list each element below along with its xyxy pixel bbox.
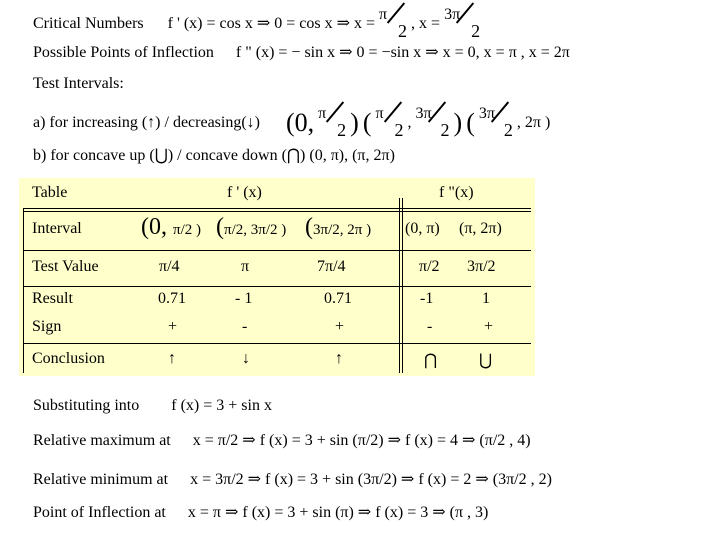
interval-1-close: ): [350, 108, 359, 137]
table-rule-3: [23, 343, 531, 344]
result-2: - 1: [235, 290, 253, 307]
table-interval-5: (π, 2π): [459, 220, 502, 237]
test-value-2: π: [241, 258, 250, 275]
table-fprime-header: f ' (x): [227, 184, 262, 201]
relative-maximum-line: [33, 430, 531, 450]
interval-2-close: ): [453, 108, 463, 137]
concavity-line: b) for concave up (⋃) / concave down (⋂) (0, π), (π, 2π): [33, 147, 395, 164]
sign-3: +: [335, 318, 345, 335]
substituting-label: Substituting into: [33, 397, 140, 414]
row-label-result: Result: [32, 290, 73, 307]
row-label-sign: Sign: [32, 318, 62, 335]
test-value-3: 7π/4: [317, 258, 346, 275]
interval-3-rest: , 2π ): [516, 114, 551, 131]
test-value-4: π/2: [419, 258, 440, 275]
conclusion-3-arrow-icon: ↑: [335, 350, 343, 367]
relative-minimum-label: Relative minimum at: [33, 471, 169, 488]
table-interval-3: (3π/2, 2π ): [305, 214, 372, 240]
relative-minimum-line: [33, 469, 552, 489]
critical-numbers-sep: , x =: [411, 15, 441, 32]
critical-numbers-label: Critical Numbers: [33, 15, 144, 32]
row-label-interval: Interval: [32, 220, 82, 237]
interval-2-comma: ,: [407, 114, 412, 131]
conclusion-1-arrow-icon: ↑: [168, 350, 176, 367]
possible-inflection-line: [33, 42, 570, 62]
relative-minimum-expr: x = 3π/2 ⇒ f (x) = 3 + sin (3π/2) ⇒ f (x) = 2 ⇒ (3π/2 , 2): [190, 471, 552, 488]
sign-5: +: [484, 318, 494, 335]
table-rule-2: [23, 286, 531, 287]
result-5: 1: [482, 290, 490, 307]
table-vrule-mid-2: [402, 198, 403, 373]
table-title: Table: [32, 184, 68, 201]
result-4: -1: [420, 290, 434, 307]
table-interval-2: (π/2, 3π/2 ): [216, 214, 287, 240]
point-of-inflection-line: [33, 502, 488, 522]
interval-3-fraction: 3π 2: [479, 109, 513, 135]
summary-table: [19, 178, 535, 376]
test-intervals-heading: Test Intervals:: [33, 75, 124, 92]
table-rule-top-2: [23, 211, 531, 212]
fraction-pi-over-2: π 2: [379, 10, 407, 36]
possible-inflection-label: Possible Points of Inflection: [33, 44, 214, 61]
interval-2-fraction-b: 3π 2: [416, 109, 450, 135]
row-label-conclusion: Conclusion: [32, 350, 105, 367]
table-interval-4: (0, π): [405, 220, 440, 237]
interval-3-open: (: [466, 108, 475, 137]
critical-numbers-line: [33, 6, 481, 41]
result-1: 0.71: [158, 290, 186, 307]
relative-maximum-label: Relative maximum at: [33, 432, 171, 449]
substituting-expr: f (x) = 3 + sin x: [171, 397, 272, 414]
interval-2-fraction-a: π 2: [376, 109, 404, 135]
test-value-1: π/4: [159, 258, 180, 275]
row-label-test-value: Test Value: [32, 258, 99, 275]
interval-1-fraction: π 2: [318, 109, 346, 135]
increasing-decreasing-line: [33, 105, 551, 140]
fraction-3pi-over-2: 3π 2: [444, 10, 480, 36]
result-3: 0.71: [324, 290, 352, 307]
conclusion-5-cup-icon: ⋃: [479, 352, 493, 369]
table-rule-1: [23, 250, 531, 251]
possible-inflection-expr: f " (x) = − sin x ⇒ 0 = −sin x ⇒ x = 0, x = π , x = 2π: [235, 44, 570, 61]
sign-4: -: [427, 318, 433, 335]
increasing-decreasing-label: a) for increasing (↑) / decreasing(↓): [33, 114, 260, 131]
critical-numbers-expr: f ' (x) = cos x ⇒ 0 = cos x ⇒ x =: [167, 15, 376, 32]
substituting-line: [33, 397, 272, 415]
conclusion-4-cap-icon: ⋂: [424, 352, 438, 369]
table-rule-top: [23, 208, 531, 209]
test-value-5: 3π/2: [467, 258, 496, 275]
relative-maximum-expr: x = π/2 ⇒ f (x) = 3 + sin (π/2) ⇒ f (x) = 4 ⇒ (π/2 , 4): [192, 432, 531, 449]
table-interval-1: (0, π/2 ): [141, 214, 201, 240]
table-vrule-left: [23, 208, 24, 373]
interval-1-open: (0,: [286, 108, 315, 137]
point-of-inflection-label: Point of Inflection at: [33, 504, 166, 521]
point-of-inflection-expr: x = π ⇒ f (x) = 3 + sin (π) ⇒ f (x) = 3 ⇒ (π , 3): [187, 504, 489, 521]
sign-2: -: [242, 318, 248, 335]
table-vrule-mid: [399, 198, 400, 373]
table-fdoubleprime-header: f "(x): [439, 184, 474, 201]
conclusion-2-arrow-icon: ↓: [242, 350, 250, 367]
sign-1: +: [168, 318, 178, 335]
interval-2-open: (: [362, 108, 372, 137]
